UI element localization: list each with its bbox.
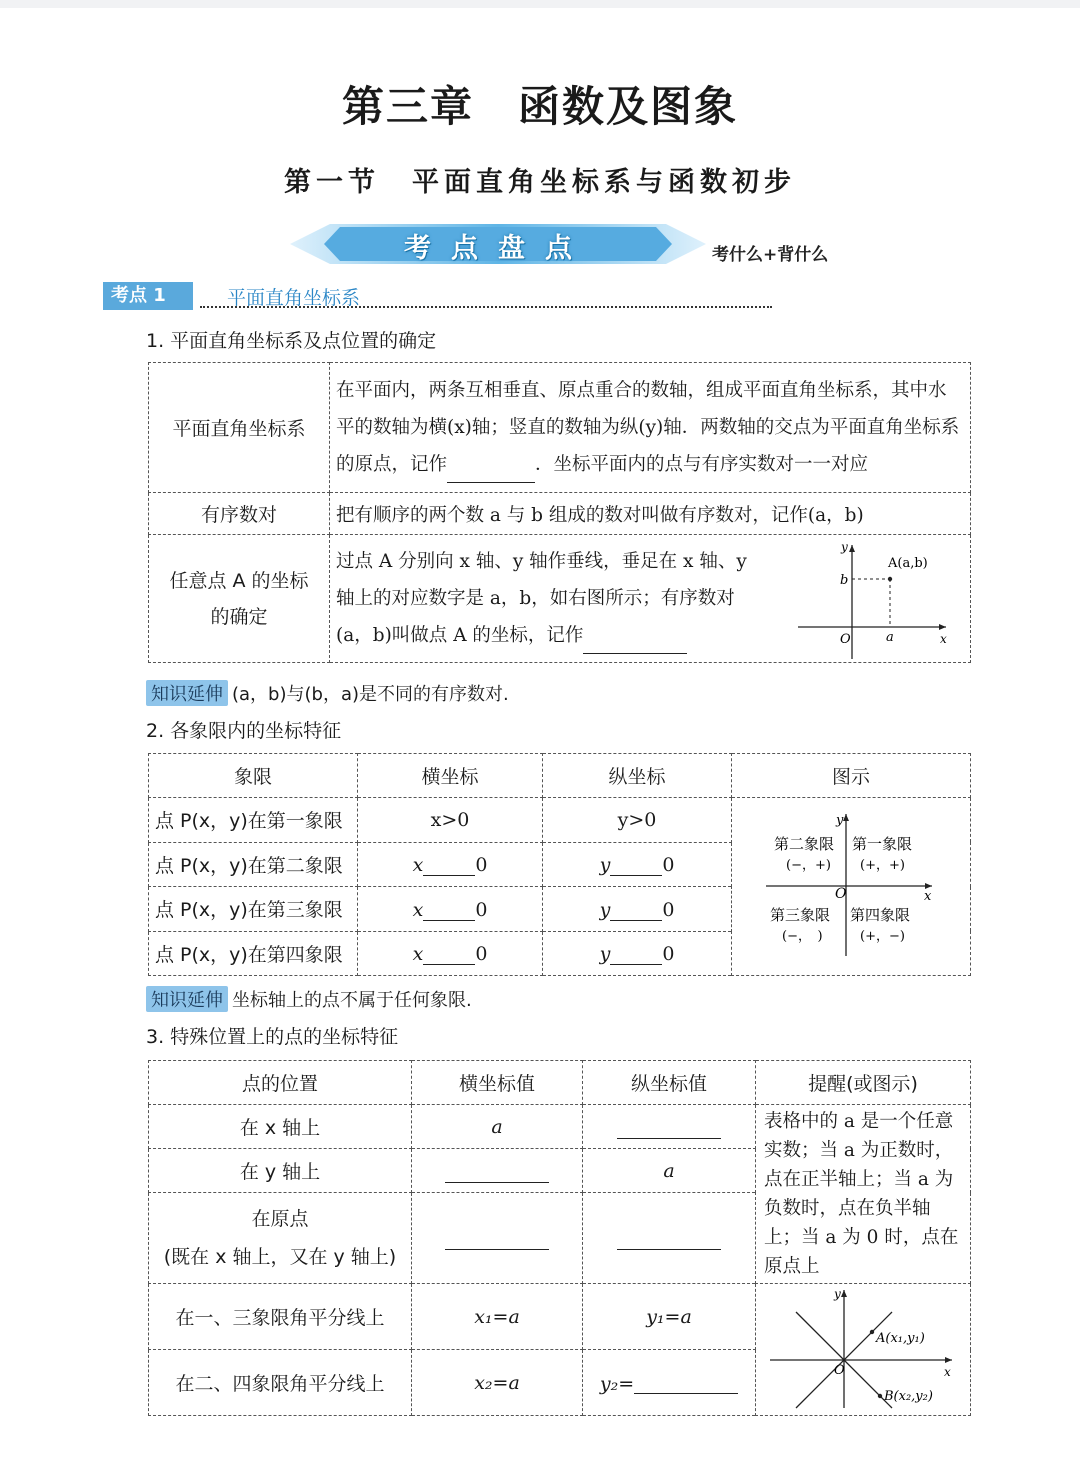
definition-text: ．坐标平面内的点与有序实数对一一对应: [535, 454, 869, 475]
answer-blank[interactable]: [423, 852, 475, 876]
column-header: 象限: [149, 754, 358, 798]
x-sign-cell: [358, 842, 543, 887]
table-header-row: [149, 1061, 971, 1105]
banner-subtitle: 考什么+背什么: [712, 245, 829, 265]
column-header: 纵坐标值: [583, 1061, 756, 1105]
zero-text: 0: [662, 943, 675, 966]
y-axis-label: y: [841, 540, 848, 554]
table-row: [149, 493, 971, 535]
y-axis-label: y: [834, 1287, 841, 1301]
quadrant-cell: 点 P(x，y)在第三象限: [149, 887, 358, 932]
position-cell: 在 x 轴上: [149, 1105, 412, 1149]
origin-label: O: [835, 886, 847, 902]
quadrant-4-label: 第四象限: [850, 906, 911, 924]
x-value: x₁=a: [474, 1305, 520, 1328]
x-sign-cell: x>0: [358, 798, 543, 843]
table-row: [149, 535, 971, 663]
y-value: a: [663, 1159, 675, 1182]
x-sign-cell: [358, 931, 543, 976]
definition-cell: [330, 363, 971, 493]
y-value-cell: [583, 1149, 756, 1193]
answer-blank[interactable]: [617, 1226, 721, 1250]
column-header: 横坐标值: [412, 1061, 583, 1105]
x-value-cell: [412, 1350, 583, 1416]
answer-blank[interactable]: [445, 1159, 549, 1183]
table-row: [149, 1105, 971, 1149]
part1-table: [148, 362, 971, 663]
y-sign-cell: [543, 842, 732, 887]
variable-x: x: [412, 854, 424, 877]
answer-blank[interactable]: [610, 852, 662, 876]
zero-text: 0: [475, 943, 488, 966]
top-edge: [0, 0, 1080, 8]
y-axis-label: y: [836, 813, 844, 828]
extension-text: (a，b)与(b，a)是不同的有序数对.: [232, 684, 509, 705]
x-sign-cell: [358, 887, 543, 932]
column-header: 提醒(或图示): [756, 1061, 971, 1105]
x-value-cell: [412, 1284, 583, 1350]
position-cell: 在 y 轴上: [149, 1149, 412, 1193]
part2-table: [148, 753, 971, 976]
y-value-cell: [583, 1193, 756, 1284]
a-label: a: [886, 630, 894, 645]
table-header-row: [149, 754, 971, 798]
chapter-title: 第三章 函数及图象: [341, 82, 738, 131]
term-cell: 有序数对: [149, 493, 330, 535]
quadrant-3-label: 第三象限: [770, 906, 831, 924]
section-title: 第一节 平面直角坐标系与函数初步: [284, 167, 796, 198]
definition-cell: 把有顺序的两个数 a 与 b 组成的数对叫做有序数对，记作(a，b): [330, 493, 971, 535]
y-value: y₂=: [599, 1372, 635, 1395]
point-coordinate-figure: [794, 539, 954, 659]
variable-y: y: [599, 943, 611, 966]
variable-x: x: [412, 943, 424, 966]
kaodian-badge: 考点 1: [103, 282, 193, 310]
position-note: (既在 x 轴上，又在 y 轴上): [163, 1246, 397, 1269]
x-axis-label: x: [924, 889, 932, 904]
table-row: [149, 1284, 971, 1350]
quadrant-cell: 点 P(x，y)在第二象限: [149, 842, 358, 887]
table-row: [149, 363, 971, 493]
zero-text: 0: [475, 898, 488, 921]
quadrant-cell: 点 P(x，y)在第四象限: [149, 931, 358, 976]
extension-tag: 知识延伸: [146, 680, 228, 706]
quadrant-cell: 点 P(x，y)在第一象限: [149, 798, 358, 843]
quadrant-2-sign: (−，+): [786, 858, 831, 873]
part1-heading: 1. 平面直角坐标系及点位置的确定: [146, 330, 437, 352]
y-sign-cell: y>0: [543, 798, 732, 843]
bisector-figure-cell: [756, 1284, 971, 1416]
b-label: b: [840, 573, 849, 588]
quadrant-figure-cell: [732, 798, 971, 976]
remark-cell: 表格中的 a 是一个任意实数；当 a 为正数时，点在正半轴上；当 a 为负数时，点在负半轴上；当 a 为 0 时，点在原点上: [756, 1105, 971, 1284]
answer-blank[interactable]: [617, 1115, 721, 1139]
term-cell: 任意点 A 的坐标的确定: [149, 535, 330, 663]
position-cell: [149, 1193, 412, 1284]
answer-blank[interactable]: [423, 941, 475, 965]
quadrant-3-sign: (−， ): [782, 929, 823, 944]
variable-y: y: [599, 898, 611, 921]
zero-text: 0: [662, 898, 675, 921]
x-axis-label: x: [944, 1365, 951, 1379]
kaodian-title: 平面直角坐标系: [227, 287, 361, 309]
quadrant-figure: [732, 798, 968, 970]
position-cell: 在二、四象限角平分线上: [149, 1350, 412, 1416]
definition-text: 在平面内，两条互相垂直、原点重合的数轴，组成平面直角坐标系，其中水平的数轴为横(x)轴；竖直的数轴为纵(y)轴．两数轴的交点为平面直角坐标系的原点，记作: [336, 380, 960, 475]
extension-note: [146, 986, 472, 1012]
y-value-cell: [583, 1350, 756, 1416]
bisector-figure: [756, 1284, 966, 1410]
zero-text: 0: [475, 854, 488, 877]
answer-blank[interactable]: [634, 1371, 738, 1395]
x-value: a: [491, 1115, 503, 1138]
part2-heading: 2. 各象限内的坐标特征: [146, 720, 342, 742]
quadrant-1-label: 第一象限: [852, 835, 913, 853]
point-a-label: A(a,b): [888, 556, 928, 571]
answer-blank[interactable]: [583, 631, 687, 654]
variable-x: x: [412, 898, 424, 921]
position-text: 在原点: [251, 1208, 309, 1231]
answer-blank[interactable]: [610, 941, 662, 965]
answer-blank[interactable]: [447, 460, 535, 483]
y-value-cell: [583, 1105, 756, 1149]
quadrant-2-label: 第二象限: [774, 835, 835, 853]
term-cell: 平面直角坐标系: [149, 363, 330, 493]
point-b-label: B(x₂,y₂): [884, 1389, 933, 1404]
column-header: 点的位置: [149, 1061, 412, 1105]
y-value-cell: [583, 1284, 756, 1350]
column-header: 图示: [732, 754, 971, 798]
x-axis-label: x: [940, 632, 947, 646]
x-value: x₂=a: [474, 1371, 520, 1394]
position-cell: 在一、三象限角平分线上: [149, 1284, 412, 1350]
column-header: 横坐标: [358, 754, 543, 798]
extension-note: [146, 680, 509, 706]
table-row: [149, 798, 971, 843]
kaodian-divider: [200, 306, 772, 308]
zero-text: 0: [662, 854, 675, 877]
x-value-cell: [412, 1105, 583, 1149]
banner-title: 考点盘点: [404, 233, 592, 264]
variable-y: y: [599, 854, 611, 877]
definition-text: 过点 A 分别向 x 轴、y 轴作垂线，垂足在 x 轴、y 轴上的对应数字是 a，b，如右图所示；有序数对(a，b)叫做点 A 的坐标，记作: [336, 551, 747, 646]
part3-heading: 3. 特殊位置上的点的坐标特征: [146, 1026, 399, 1048]
quadrant-1-sign: (+，+): [860, 858, 905, 873]
y-sign-cell: [543, 887, 732, 932]
x-value-cell: [412, 1149, 583, 1193]
point-a-label: A(x₁,y₁): [876, 1331, 925, 1346]
answer-blank[interactable]: [423, 897, 475, 921]
answer-blank[interactable]: [610, 897, 662, 921]
column-header: 纵坐标: [543, 754, 732, 798]
extension-tag: 知识延伸: [146, 986, 228, 1012]
origin-label: O: [834, 1363, 845, 1378]
quadrant-4-sign: (+，−): [860, 929, 905, 944]
x-value-cell: [412, 1193, 583, 1284]
origin-label: O: [840, 632, 851, 647]
y-sign-cell: [543, 931, 732, 976]
answer-blank[interactable]: [445, 1226, 549, 1250]
extension-text: 坐标轴上的点不属于任何象限.: [232, 990, 472, 1011]
definition-cell: [330, 535, 971, 663]
y-value: y₁=a: [646, 1305, 692, 1328]
part3-table: [148, 1060, 971, 1416]
